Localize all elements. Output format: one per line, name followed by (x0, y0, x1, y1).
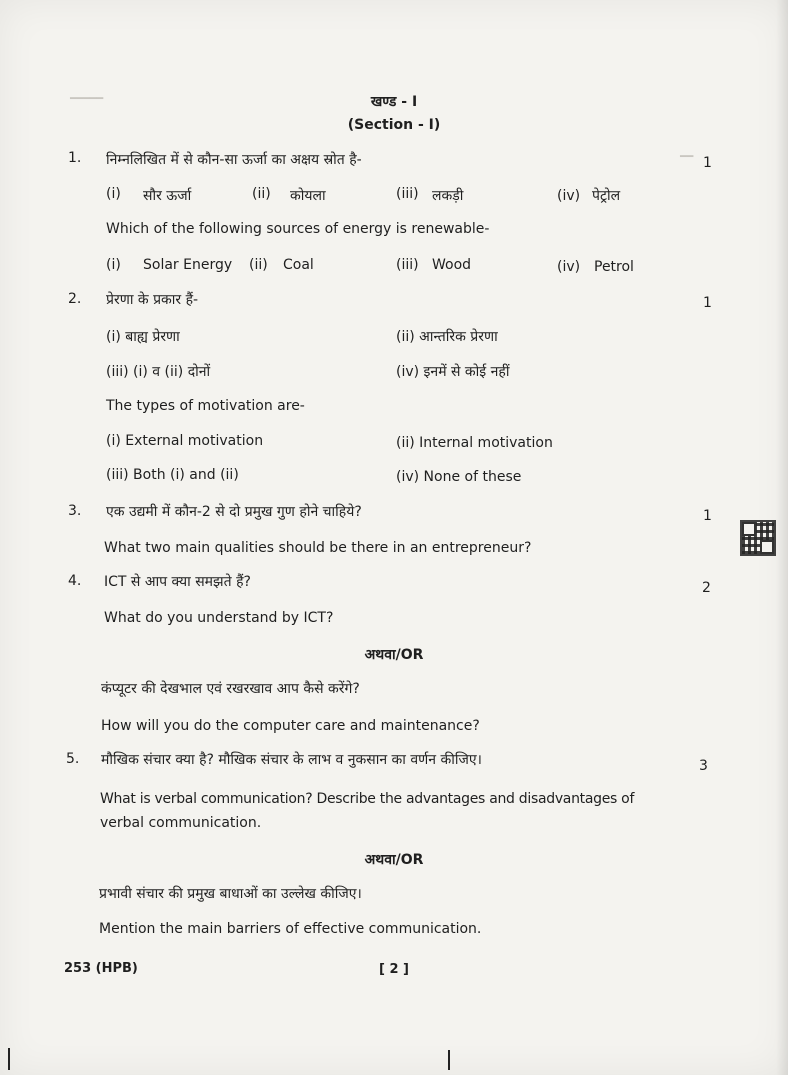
section-heading-hindi: खण्ड - I (370, 94, 418, 110)
option-text: (iii) (i) व (ii) दोनों (106, 364, 211, 380)
question-3-english: What two main qualities should be there in an entrepreneur? (104, 540, 532, 556)
option-label: (iii) (396, 186, 419, 202)
option-text: कोयला (290, 188, 326, 204)
option-text: (i) External motivation (106, 433, 264, 449)
or-separator: अथवा/OR (364, 852, 424, 868)
or-separator: अथवा/OR (364, 647, 424, 663)
question-5-marks: 3 (699, 758, 708, 774)
question-4-alt-hindi: कंप्यूटर की देखभाल एवं रखरखाव आप कैसे करेंगे? (101, 681, 360, 697)
question-number: 1. (68, 150, 82, 166)
question-2-english: The types of motivation are- (106, 398, 305, 414)
question-1-english: Which of the following sources of energy is renewable- (106, 221, 490, 237)
option-text: Petrol (594, 259, 634, 275)
question-4-hindi: ICT से आप क्या समझते हैं? (104, 574, 251, 590)
question-number: 2. (68, 291, 82, 307)
option-text: (ii) Internal motivation (396, 435, 553, 451)
option-label: (ii) (249, 257, 268, 273)
question-1-hindi: निम्नलिखित में से कौन-सा ऊर्जा का अक्षय स्रोत है- (106, 152, 362, 168)
page-number: [ 2 ] (379, 962, 409, 977)
option-text: Coal (283, 257, 314, 273)
question-4-english: What do you understand by ICT? (104, 610, 334, 626)
scan-mark (8, 1048, 10, 1070)
section-heading-english: (Section - I) (347, 117, 441, 133)
option-text: (iv) None of these (396, 469, 522, 485)
question-2-marks: 1 (703, 295, 712, 311)
page-edge-shadow (776, 0, 788, 1075)
question-5-english-line2: verbal communication. (100, 815, 262, 831)
option-text: Solar Energy (143, 257, 233, 273)
option-label: (i) (106, 257, 121, 273)
question-4-marks: 2 (702, 580, 711, 596)
option-text: लकड़ी (432, 188, 464, 204)
question-number: 3. (68, 503, 82, 519)
question-3-hindi: एक उद्यमी में कौन-2 से दो प्रमुख गुण होने चाहिये? (106, 504, 362, 520)
bleed-through-text: ━━━━━ (70, 92, 104, 105)
question-5-alt-hindi: प्रभावी संचार की प्रमुख बाधाओं का उल्लेख कीजिए। (99, 886, 362, 902)
option-text: पेट्रोल (592, 188, 621, 204)
question-5-hindi: मौखिक संचार क्या है? मौखिक संचार के लाभ व नुकसान का वर्णन कीजिए। (101, 752, 482, 768)
option-text: (ii) आन्तरिक प्रेरणा (396, 329, 498, 345)
option-label: (iii) (396, 257, 419, 273)
question-3-marks: 1 (703, 508, 712, 524)
question-4-alt-english: How will you do the computer care and maintenance? (101, 718, 480, 734)
option-text: (iv) इनमें से कोई नहीं (396, 364, 510, 380)
question-5-english-line1: What is verbal communication? Describe the advantages and disadvantages of (100, 791, 635, 807)
scan-mark (448, 1050, 450, 1070)
bleed-through-text: ━━ (680, 150, 694, 163)
question-number: 4. (68, 573, 82, 589)
option-text: सौर ऊर्जा (143, 188, 192, 204)
question-2-hindi: प्रेरणा के प्रकार हैं- (106, 292, 199, 308)
option-text: (i) बाह्य प्रेरणा (106, 329, 180, 345)
qr-code-icon (740, 520, 776, 556)
question-5-alt-english: Mention the main barriers of effective communication. (99, 921, 482, 937)
option-label: (iv) (557, 188, 581, 204)
paper-code: 253 (HPB) (64, 961, 138, 976)
option-text: (iii) Both (i) and (ii) (106, 467, 239, 483)
option-label: (ii) (252, 186, 271, 202)
question-number: 5. (66, 751, 80, 767)
option-label: (i) (106, 186, 121, 202)
option-text: Wood (432, 257, 472, 273)
option-label: (iv) (557, 259, 581, 275)
question-1-marks: 1 (703, 155, 712, 171)
